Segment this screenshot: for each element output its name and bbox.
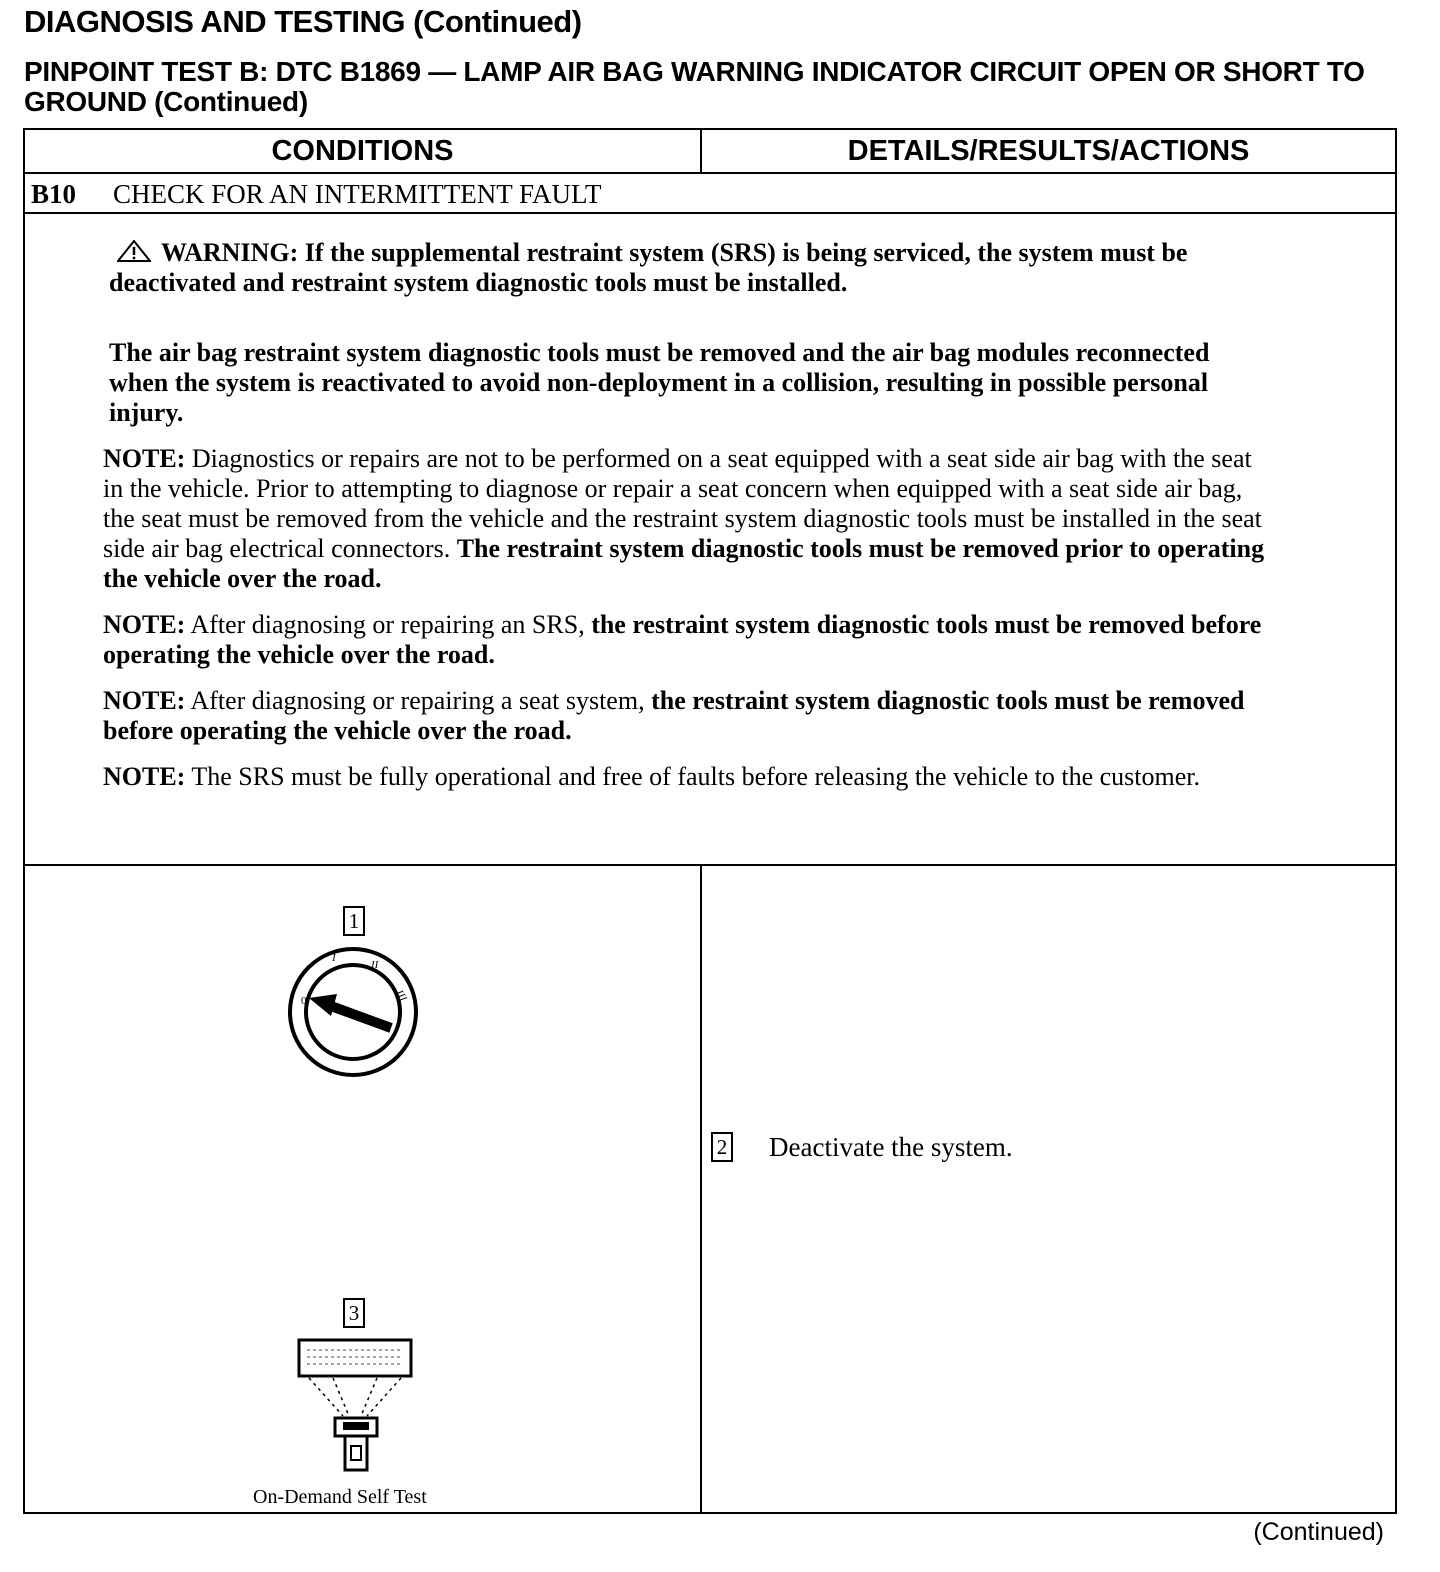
step-title: CHECK FOR AN INTERMITTENT FAULT: [113, 178, 602, 209]
step-id: B10: [31, 178, 77, 209]
notes-block: [103, 238, 1273, 792]
warning-triangle-icon: [117, 240, 151, 262]
note-text: After diagnosing or repairing an SRS,: [190, 610, 585, 639]
note-emphasis: the restraint system diagnostic tools must be removed before operating the vehicle over the road.: [103, 610, 1262, 669]
note-4: [103, 762, 1273, 792]
note-text: Diagnostics or repairs are not to be performed on a seat equipped with a seat side air bag with the seat in the vehicle. Prior to attempting to diagnose or repair a seat concern when equipped with a seat side air bag, the seat must be removed from the vehicle and the restraint system diagnostic tools must be installed in the seat side air bag electrical connectors.: [103, 444, 1262, 563]
figure-caption: On-Demand Self Test: [253, 1486, 427, 1508]
pinpoint-test-title: PINPOINT TEST B: DTC B1869 — LAMP AIR BAG WARNING INDICATOR CIRCUIT OPEN OR SHORT TO GROUND (Continued): [24, 56, 1365, 117]
details-header: DETAILS/RESULTS/ACTIONS: [847, 134, 1250, 167]
warning-text: WARNING: If the supplemental restraint system (SRS) is being serviced, the system must be deactivated and restraint system diagnostic tools must be installed.: [109, 238, 1188, 297]
ignition-mark-1: I: [332, 952, 336, 964]
scan-tool-icon: [297, 1338, 417, 1474]
note-2: [103, 610, 1273, 670]
step-1-number: 1: [343, 906, 365, 936]
note-text: After diagnosing or repairing a seat system,: [190, 686, 645, 715]
conditions-header: CONDITIONS: [271, 134, 454, 167]
note-text: The SRS must be fully operational and free of faults before releasing the vehicle to the customer.: [191, 762, 1201, 791]
note-1: [103, 444, 1273, 594]
notes-rule: [25, 864, 1395, 866]
header-divider: [700, 130, 702, 172]
note-label: NOTE:: [103, 444, 186, 473]
ignition-mark-3: III: [392, 988, 409, 1004]
body-divider: [700, 864, 702, 1512]
ignition-mark-0: 0: [301, 995, 307, 1007]
note-emphasis: the restraint system diagnostic tools must be removed before operating the vehicle over the road.: [103, 686, 1245, 745]
step-row: [31, 174, 602, 214]
pinpoint-table: [23, 128, 1397, 1514]
note-label: NOTE:: [103, 762, 186, 791]
warning-paragraph-2: The air bag restraint system diagnostic tools must be removed and the air bag modules reconnected when the system is reactivated to avoid non-deployment in a collision, resulting in possible personal injury.: [109, 338, 1210, 427]
step-3-number: 3: [343, 1298, 365, 1328]
step-rule: [25, 212, 1395, 214]
page-title: DIAGNOSIS AND TESTING (Continued): [24, 4, 582, 39]
continued-label: (Continued): [1253, 1518, 1384, 1546]
note-label: NOTE:: [103, 610, 186, 639]
ignition-switch-icon: [287, 946, 419, 1078]
note-3: [103, 686, 1273, 746]
step-2-text: Deactivate the system.: [769, 1132, 1013, 1162]
step-2-number: 2: [711, 1132, 733, 1162]
warning-paragraph: [103, 238, 1273, 298]
note-label: NOTE:: [103, 686, 186, 715]
note-emphasis: The restraint system diagnostic tools must be removed prior to operating the vehicle over the road.: [103, 534, 1265, 593]
ignition-mark-2: II: [371, 959, 379, 971]
